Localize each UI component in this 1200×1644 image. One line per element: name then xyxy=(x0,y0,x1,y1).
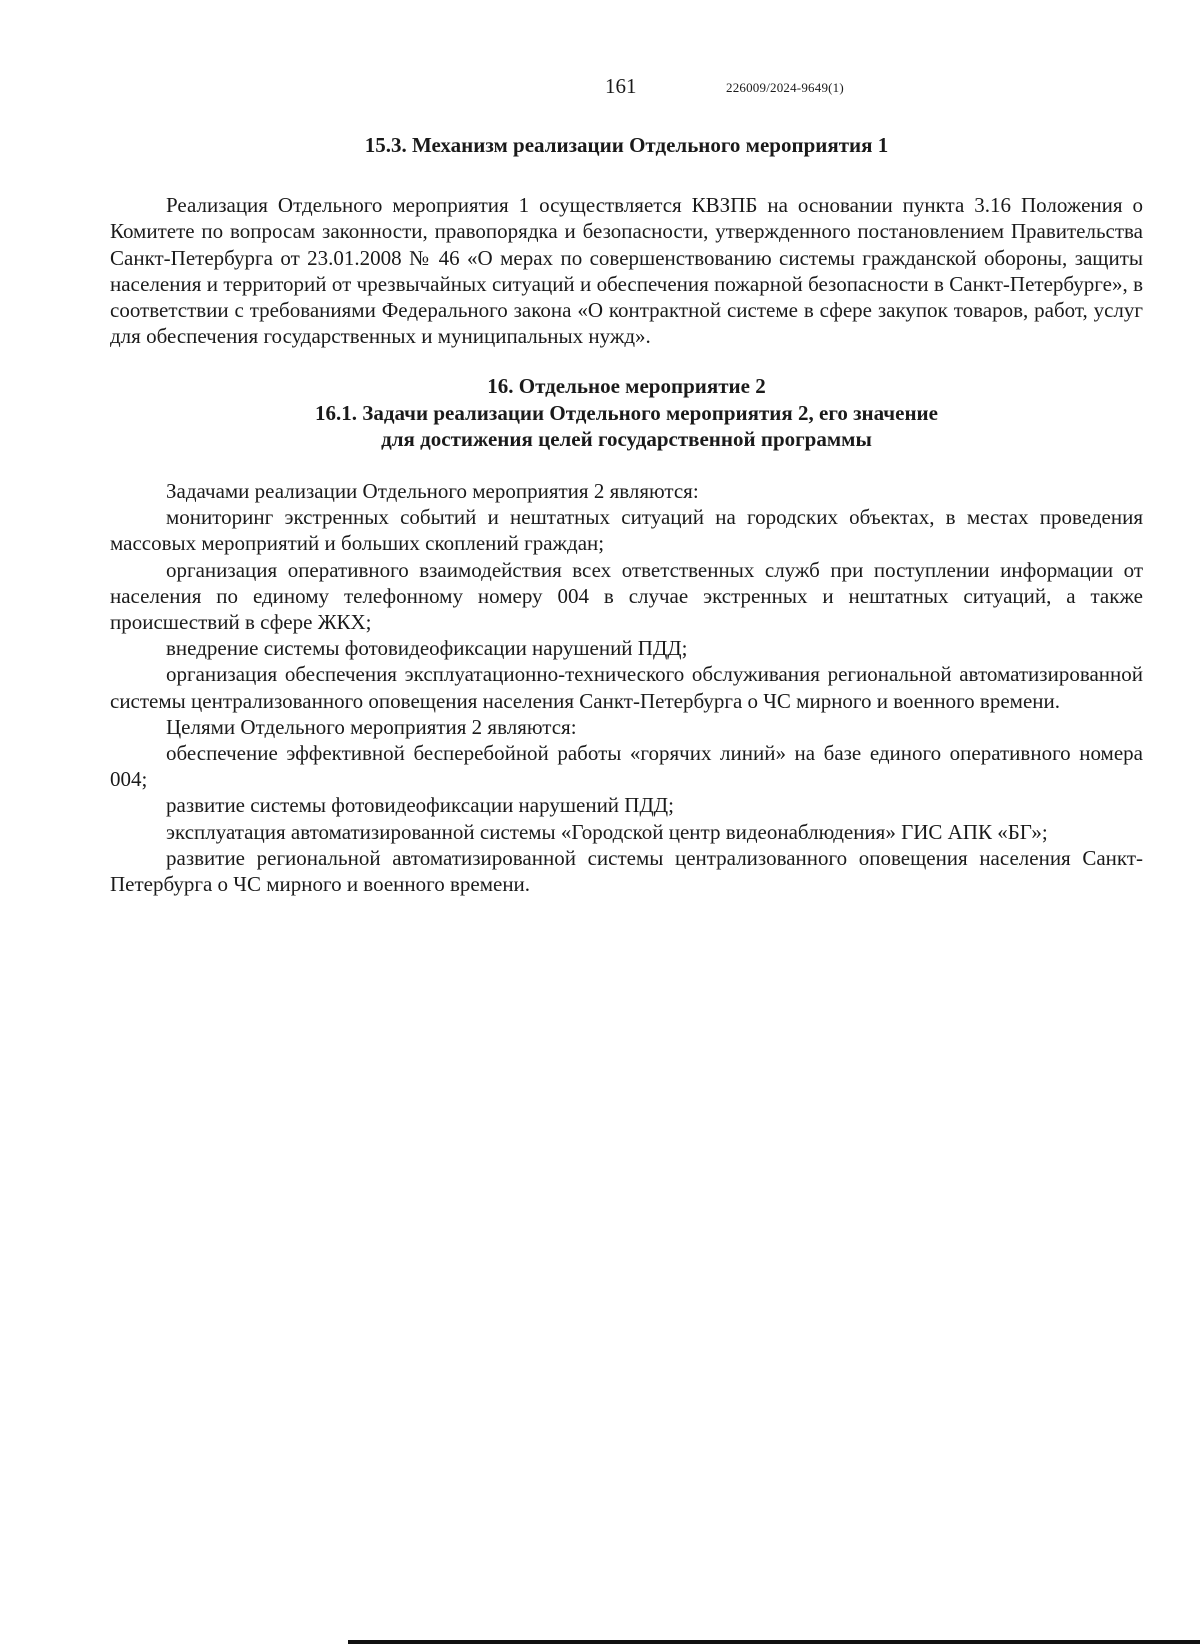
task-notification-system: организация обеспечения эксплуатационно-технического обслуживания региональной автоматизированной системы централизованного оповещения населения Санкт-Петербурга о ЧС мирного и военного времени. xyxy=(110,662,1143,713)
task-photo-video: внедрение системы фотовидеофиксации нарушений ПДД; xyxy=(166,636,688,661)
section-16-1-title-line1: 16.1. Задачи реализации Отдельного мероприятия 2, его значение xyxy=(315,400,938,425)
document-code: 226009/2024-9649(1) xyxy=(726,80,844,95)
section-16-title: 16. Отдельное мероприятие 2 xyxy=(487,374,766,399)
task-monitoring: мониторинг экстренных событий и нештатных ситуаций на городских объектах, в местах проведения массовых мероприятий и больших скоплений граждан; xyxy=(110,505,1143,556)
page-content xyxy=(110,132,1143,897)
section-15-3-title: 15.3. Механизм реализации Отдельного мероприятия 1 xyxy=(364,133,889,157)
bottom-scan-edge xyxy=(348,1640,1200,1644)
goal-photo-video: развитие системы фотовидеофиксации нарушений ПДД; xyxy=(166,793,674,818)
tasks-intro: Задачами реализации Отдельного мероприятия 2 являются: xyxy=(166,479,699,504)
task-coordination: организация оперативного взаимодействия всех ответственных служб при поступлении информации от населения по единому телефонному номеру 004 в случае экстренных и нештатных ситуаций, а также происшествий в сфере ЖКХ; xyxy=(110,557,1143,635)
section-15-3-paragraph: Реализация Отдельного мероприятия 1 осуществляется КВЗПБ на основании пункта 3.16 Положения о Комитете по вопросам законности, правопорядка и безопасности, утвержденного постановлением Правительства Санкт-Петербурга от 23.01.2008 № 46 «О мерах по совершенствованию системы гражданской обороны, защиты населения и территорий от чрезвычайных ситуаций и обеспечения пожарной безопасности в Санкт-Петербурге», в соответствии с требованиями Федерального закона «О контрактной системе в сфере закупок товаров, работ, услуг для обеспечения государственных и муниципальных нужд». xyxy=(110,193,1143,349)
goals-intro: Целями Отдельного мероприятия 2 являются: xyxy=(166,714,577,739)
goal-hotlines: обеспечение эффективной бесперебойной работы «горячих линий» на базе единого оперативного номера 004; xyxy=(110,741,1143,792)
page-number: 161 xyxy=(605,74,637,98)
goal-notification-system: развитие региональной автоматизированной системы централизованного оповещения населения Санкт-Петербурга о ЧС мирного и военного времени. xyxy=(110,845,1143,897)
goal-video-surveillance: эксплуатация автоматизированной системы «Городской центр видеонаблюдения» ГИС АПК «БГ»; xyxy=(166,819,1048,844)
section-16-1-title-line2: для достижения целей государственной программы xyxy=(381,426,872,451)
